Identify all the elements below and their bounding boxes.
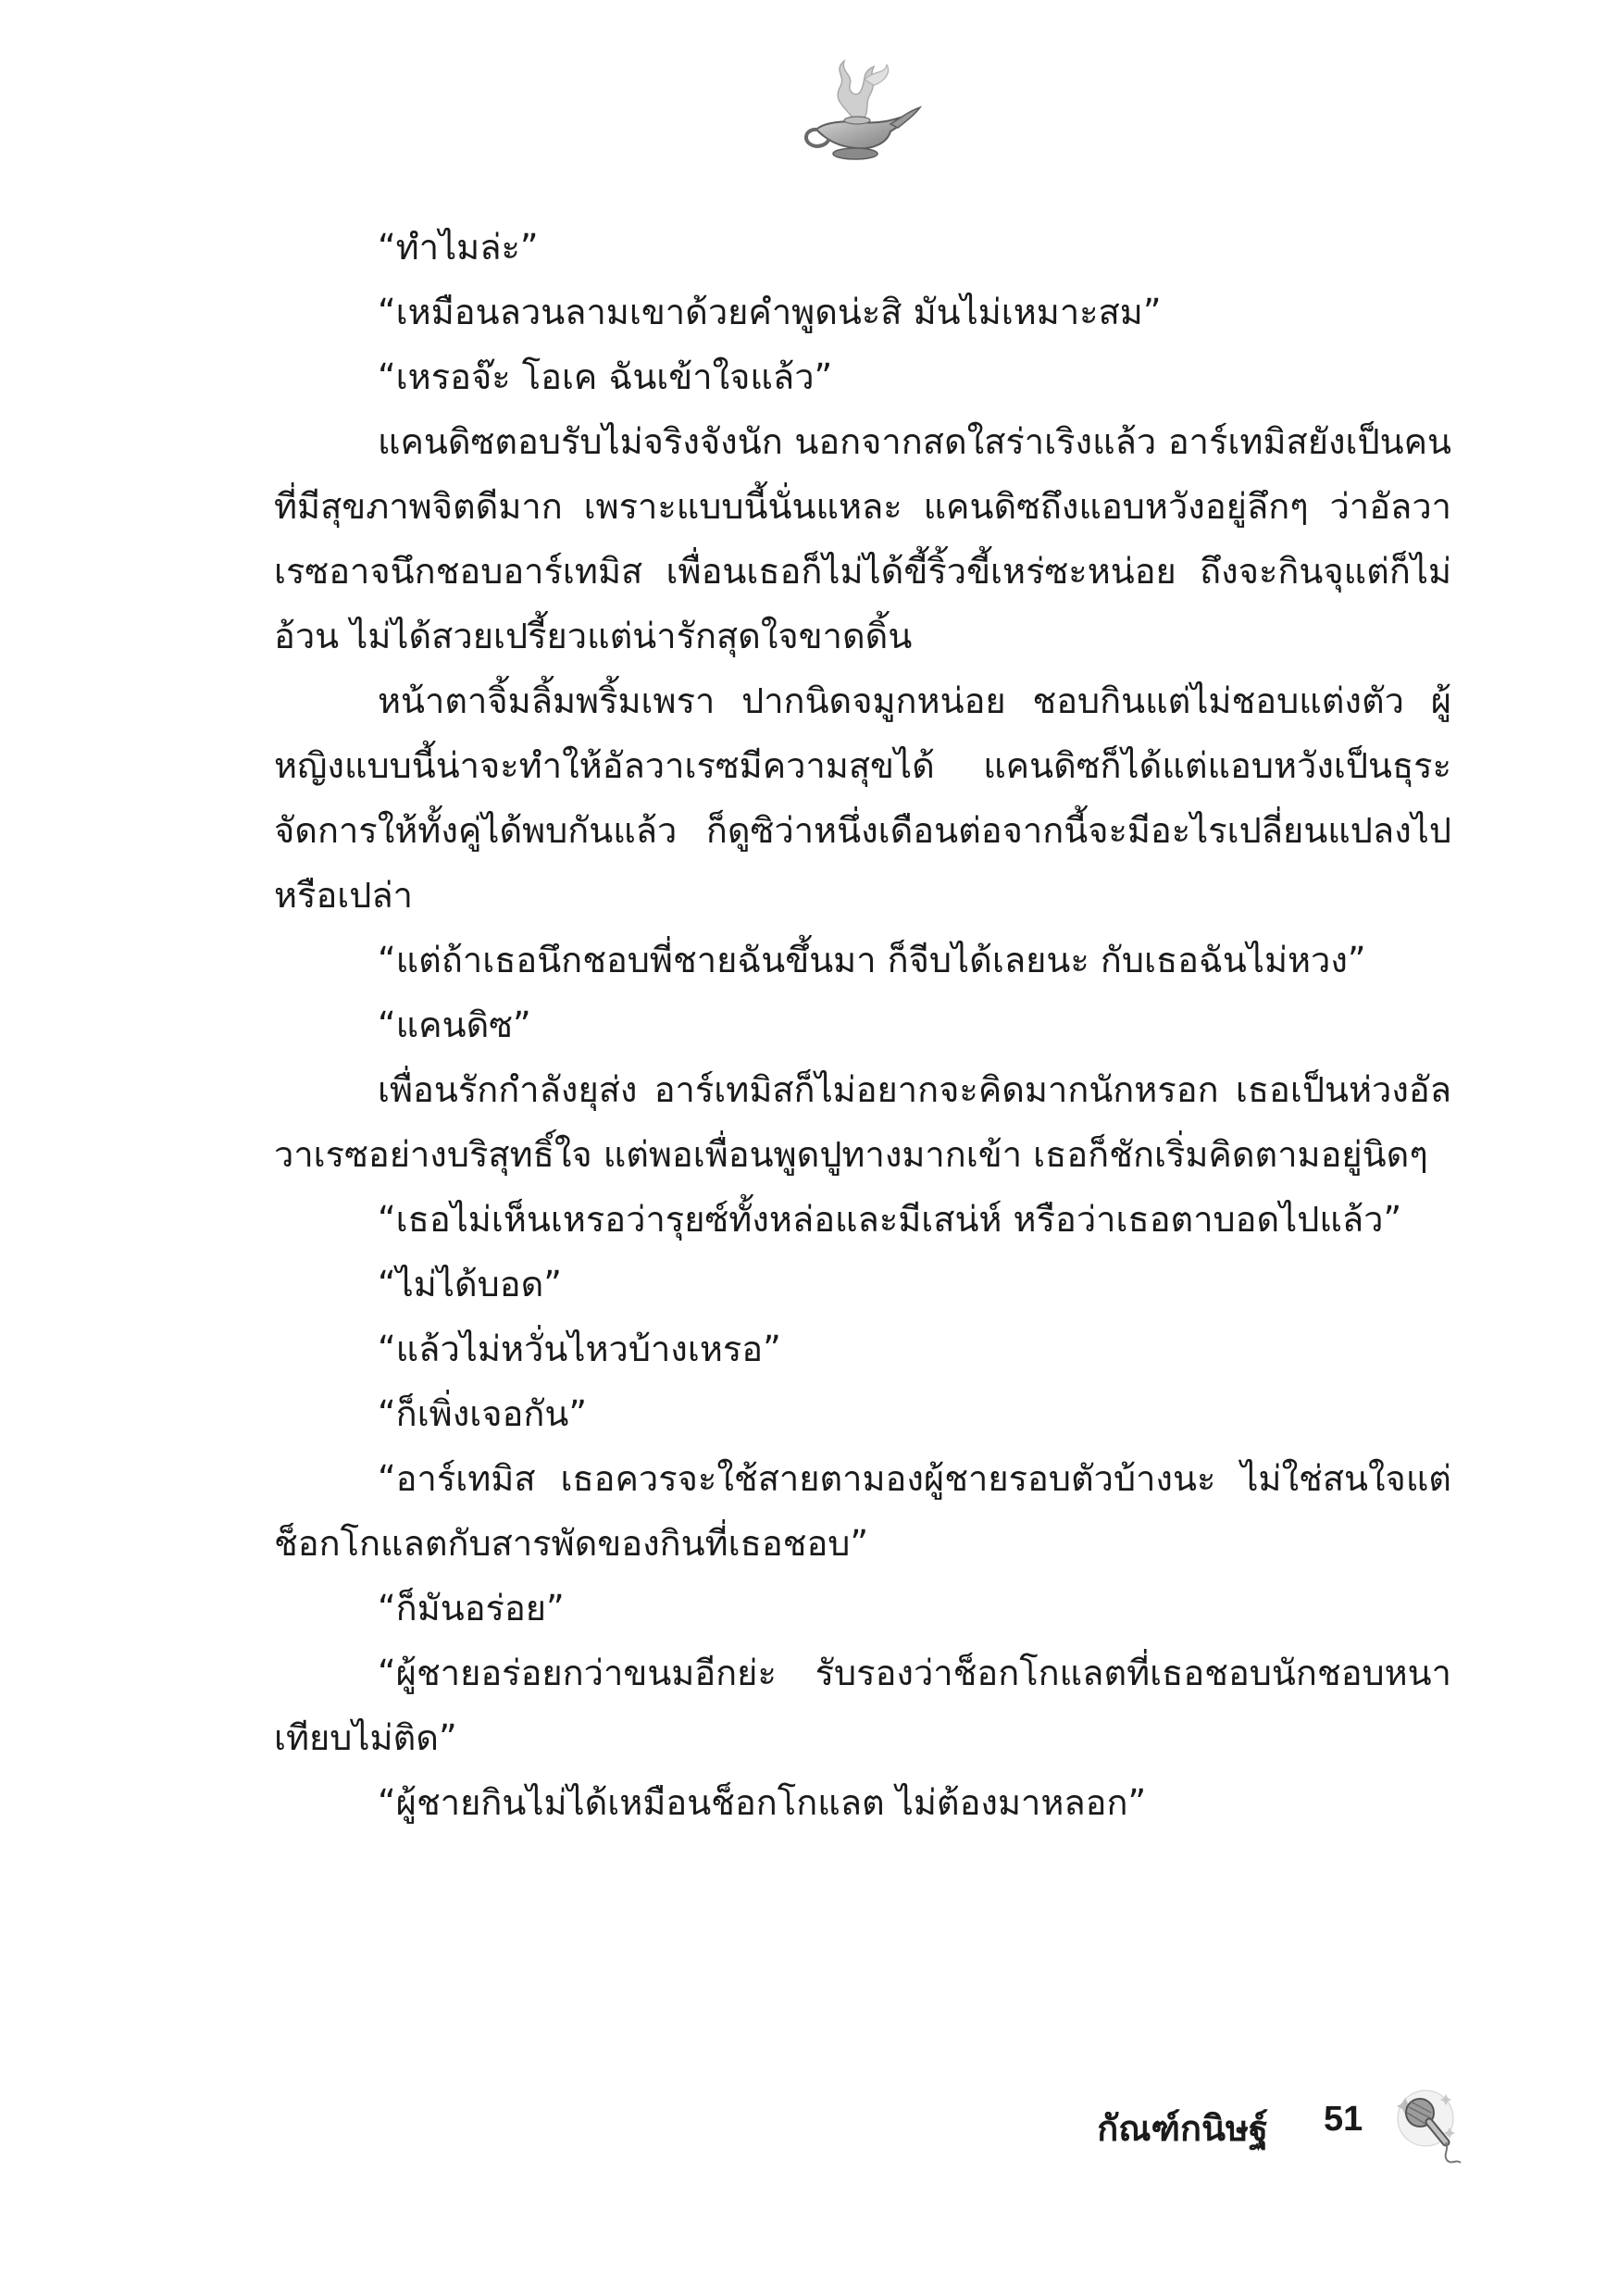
paragraph: “เธอไม่เห็นเหรอว่ารุยซ์ทั้งหล่อและมีเสน่ห์ หรือว่าเธอตาบอดไปแล้ว” bbox=[378, 1199, 1402, 1240]
magic-lamp-icon bbox=[796, 54, 926, 165]
paragraph: “เหรอจ๊ะ โอเค ฉันเข้าใจแล้ว” bbox=[378, 356, 833, 397]
paragraph: “ก็เพิ่งเจอกัน” bbox=[378, 1393, 588, 1434]
paragraph: “ก็มันอร่อย” bbox=[378, 1588, 565, 1628]
microphone-icon bbox=[1388, 2081, 1462, 2165]
paragraph: “ทำไมล่ะ” bbox=[378, 227, 539, 268]
page-footer bbox=[1018, 2081, 1462, 2165]
paragraph: “แต่ถ้าเธอนึกชอบพี่ชายฉันขึ้นมา ก็จีบได้เลยนะ กับเธอฉันไม่หวง” bbox=[378, 940, 1366, 980]
page-number: 51 bbox=[1324, 2100, 1363, 2139]
paragraph: “เหมือนลวนลามเขาด้วยคำพูดน่ะสิ มันไม่เหมาะสม” bbox=[378, 292, 1162, 332]
paragraph: หน้าตาจิ้มลิ้มพริ้มเพรา ปากนิดจมูกหน่อย ชอบกินแต่ไม่ชอบแต่งตัว ผู้หญิงแบบนี้น่าจะทำให้อัลวาเรซมีความสุขได้ แคนดิซก็ได้แต่แอบหวังเป็นธุระจัดการให้ทั้งคู่ได้พบกันแล้ว ก็ดูซิว่าหนึ่งเดือนต่อจากนี้จะมีอะไรเปลี่ยนแปลงไปหรือเปล่า bbox=[274, 680, 1451, 916]
paragraph: “แคนดิซ” bbox=[378, 1004, 531, 1045]
paragraph: แคนดิซตอบรับไม่จริงจังนัก นอกจากสดใสร่าเริงแล้ว อาร์เทมิสยังเป็นคนที่มีสุขภาพจิตดีมาก เพราะแบบนี้นั่นแหละ แคนดิซถึงแอบหวังอยู่ลึกๆ ว่าอัลวาเรซอาจนึกชอบอาร์เทมิส เพื่อนเธอก็ไม่ได้ขี้ริ้วขี้เหร่ซะหน่อย ถึงจะกินจุแต่ก็ไม่อ้วน ไม่ได้สวยเปรี้ยวแต่น่ารักสุดใจขาดดิ้น bbox=[274, 421, 1451, 656]
paragraph: “ไม่ได้บอด” bbox=[378, 1264, 562, 1304]
paragraph: “ผู้ชายอร่อยกว่าขนมอีกย่ะ รับรองว่าช็อกโกแลตที่เธอชอบนักชอบหนาเทียบไม่ติด” bbox=[274, 1653, 1451, 1758]
paragraph: “แล้วไม่หวั่นไหวบ้างเหรอ” bbox=[378, 1329, 781, 1369]
paragraph: “อาร์เทมิส เธอควรจะใช้สายตามองผู้ชายรอบตัวบ้างนะ ไม่ใช่สนใจแต่ช็อกโกแลตกับสารพัดของกินที่เธอชอบ” bbox=[274, 1458, 1451, 1564]
book-title: กัณฑ์กนิษฐ์ bbox=[1097, 2108, 1268, 2149]
paragraph: “ผู้ชายกินไม่ได้เหมือนช็อกโกแลต ไม่ต้องมาหลอก” bbox=[378, 1782, 1147, 1823]
paragraph: เพื่อนรักกำลังยุส่ง อาร์เทมิสก็ไม่อยากจะคิดมากนักหรอก เธอเป็นห่วงอัลวาเรซอย่างบริสุทธิ์ใจ แต่พอเพื่อนพูดปูทางมากเข้า เธอก็ชักเริ่มคิดตามอยู่นิดๆ bbox=[274, 1069, 1451, 1175]
body-text bbox=[274, 215, 1451, 1835]
